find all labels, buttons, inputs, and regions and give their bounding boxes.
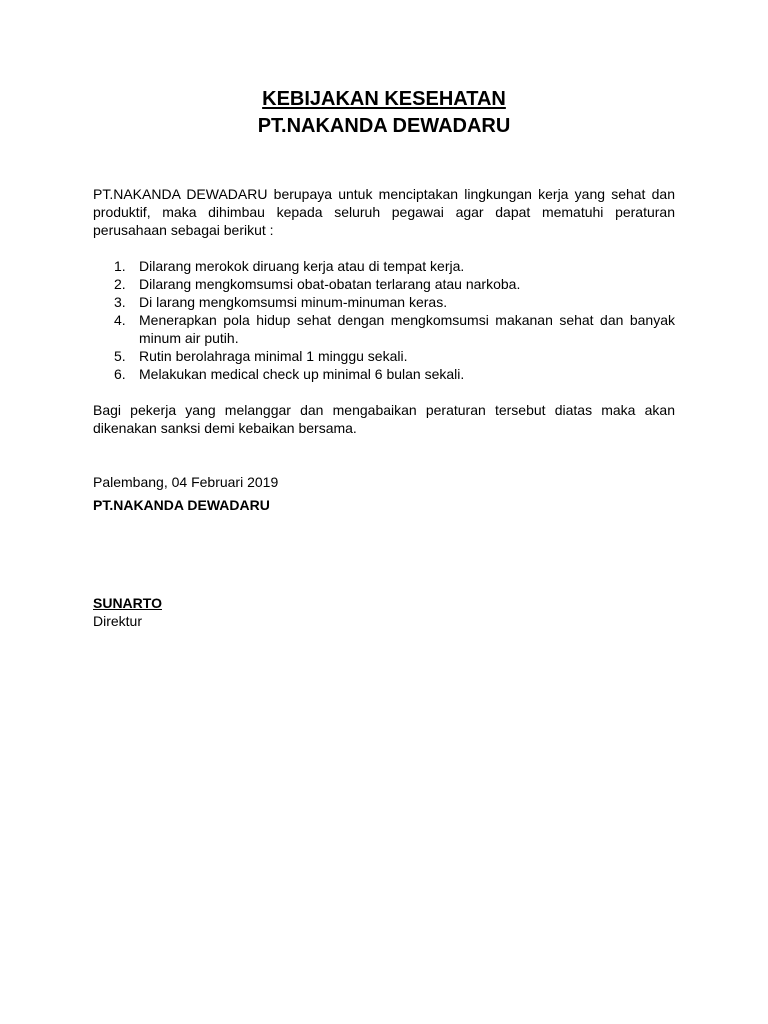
rules-list [93, 257, 675, 383]
rule-item-5 [93, 347, 675, 365]
rule-number: 3. [114, 294, 126, 310]
rule-text: Melakukan medical check up minimal 6 bulan sekali. [139, 366, 465, 382]
signer-name: SUNARTO [93, 595, 162, 611]
place-date: Palembang, 04 Februari 2019 [93, 474, 279, 490]
rule-number: 1. [114, 258, 126, 274]
rule-item-1 [93, 257, 675, 275]
rule-number: 4. [114, 312, 126, 328]
rule-text: Di larang mengkomsumsi minum-minuman keras. [139, 294, 448, 310]
company-title: PT.NAKANDA DEWADARU [257, 115, 511, 137]
rule-item-2 [93, 275, 675, 293]
rule-text: Dilarang mengkomsumsi obat-obatan terlarang atau narkoba. [139, 276, 521, 292]
closing-paragraph: Bagi pekerja yang melanggar dan mengabaikan peraturan tersebut diatas maka akan dikenakan sanksi demi kebaikan bersama. [93, 402, 675, 436]
intro-paragraph: PT.NAKANDA DEWADARU berupaya untuk menciptakan lingkungan kerja yang sehat dan produktif, maka dihimbau kepada seluruh pegawai agar dapat mematuhi peraturan perusahaan sebagai berikut : [93, 186, 675, 238]
document-title: KEBIJAKAN KESEHATAN [262, 88, 506, 110]
rule-item-3 [93, 293, 675, 311]
signature-company: PT.NAKANDA DEWADARU [93, 497, 270, 513]
rule-text: Rutin berolahraga minimal 1 minggu sekali. [139, 348, 408, 364]
signer-title: Direktur [93, 613, 143, 629]
rule-number: 2. [114, 276, 126, 292]
rule-number: 5. [114, 348, 126, 364]
rule-item-6 [93, 365, 675, 383]
rule-text: Menerapkan pola hidup sehat dengan mengkomsumsi makanan sehat dan banyak minum air putih. [139, 312, 675, 346]
rule-item-4 [93, 311, 675, 347]
rule-number: 6. [114, 366, 126, 382]
document-body [93, 185, 675, 630]
document-header [0, 86, 768, 140]
rule-text: Dilarang merokok diruang kerja atau di tempat kerja. [139, 258, 465, 274]
